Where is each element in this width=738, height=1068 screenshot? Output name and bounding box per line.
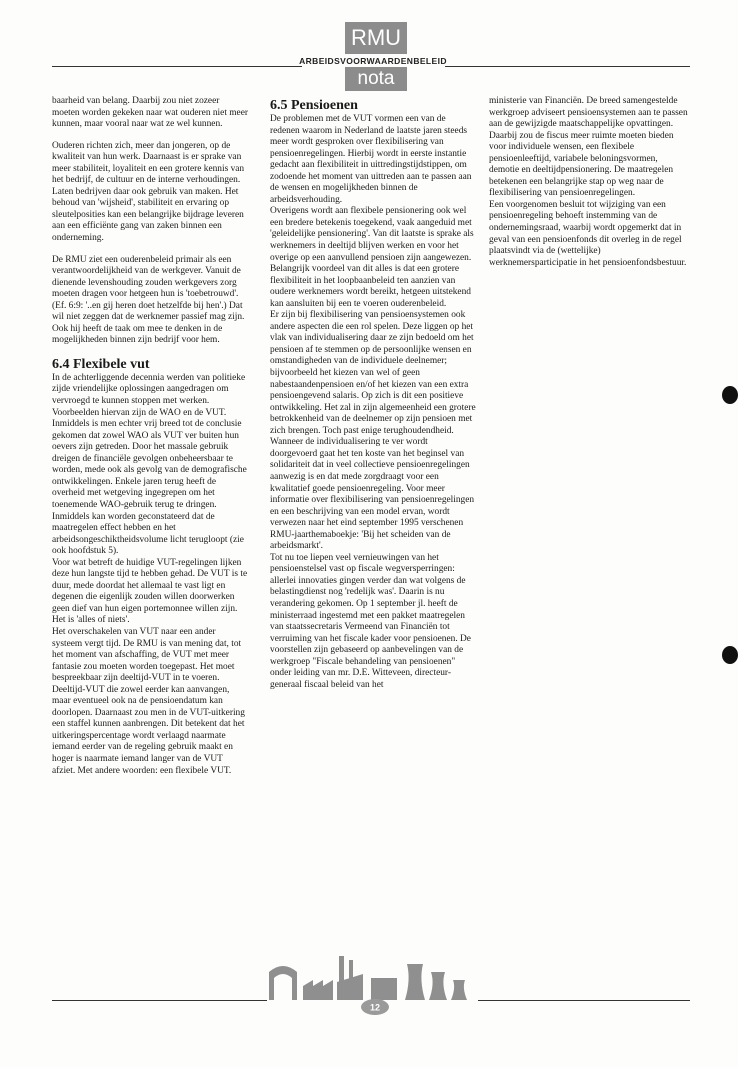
- industrial-skyline-illustration: [263, 950, 483, 1016]
- column-left: [52, 96, 248, 777]
- column-right: [489, 96, 689, 269]
- punch-hole-top: [722, 386, 738, 404]
- paragraph: Het overschakelen van VUT naar een ander systeem vergt tijd. De RMU is van mening dat, tot het moment van afschaffing, de VUT met meer fantasie zou moeten worden toegepast. Het moet bespreekbaar zijn deeltijd-VUT in te voeren. Deeltijd-VUT die zowel eerder kan aanvangen, maar eventueel ook na de pensioendatum kan doorlopen. Daarnaast zou men in de VUT-uitkering een staffel kunnen aanbrengen. Dit betekent dat het uitkeringspercentage wordt verlaagd naarmate iemand eerder van de regeling gebruik maakt en hoger is naarmate iemand langer van de VUT afziet. Met andere woorden: een flexibele VUT.: [52, 626, 245, 776]
- paragraph: Belangrijk voordeel van dit alles is dat een grotere flexibiliteit in het loopbaanbeleid ten aanzien van oudere werknemers wordt bereikt, hetgeen uitstekend kan aansluiten bij een te voeren ouderenbeleid.: [270, 264, 471, 309]
- paragraph: Daarbij zou de fiscus meer ruimte moeten bieden voor individuele wensen, een flexibele pensioenleeftijd, variabele beloningsvormen, demotie en deeltijdpensionering. De maatregelen betekenen een belangrijke stap op weg naar de flexibilisering van pensioenregelingen.: [489, 130, 674, 199]
- paragraph: Overigens wordt aan flexibele pensionering ook wel een bredere betekenis toegekend, vaak aangeduid met 'geleidelijke pensionering'. Van dit laatste is sprake als werknemers in deeltijd blijven werken en voor het overige op een aanvullend pensioen zijn aangewezen.: [270, 206, 474, 263]
- header-title: ARBEIDSVOORWAARDENBELEID: [299, 56, 447, 66]
- cooling-tower-icon: [429, 972, 447, 1000]
- nota-logo-bottom: nota: [345, 67, 407, 91]
- rmu-logo-top: RMU: [345, 22, 407, 54]
- cooling-tower-icon: [405, 964, 425, 1000]
- paragraph: In de achterliggende decennia werden van politieke zijde vriendelijke oplossingen aangedragen om vervroegd te kunnen stoppen met werken. Voorbeelden hiervan zijn de WAO en de VUT. Inmiddels is men echter vrij breed tot de conclusie gekomen dat zowel WAO als VUT ver buiten hun oevers zijn getreden. Door het massale gebruik dreigen de financiële gevolgen onbeheersbaar te worden, mede ook als gevolg van de demografische ontwikkelingen. Enkele jaren terug heeft de overheid met wetgeving ingegrepen om het toenemende WAO-gebruik terug te dringen. Inmiddels kan worden geconstateerd dat de maatregelen effect hebben en het arbeidsongeschiktheidsvolume licht terugloopt (zie ook hoofdstuk 5).: [52, 372, 247, 557]
- paragraph: Tot nu toe liepen veel vernieuwingen van het pensioenstelsel vast op fiscale wegversperringen: allerlei innovaties gingen verder dan wat volgens de belastingdienst nog 'redelijk was'. Daarin is nu verandering gekomen. Op 1 september jl. heeft de ministerraad ingestemd met een pakket maatregelen van staatssecretaris Vermeend van Financiën tot verruiming van het fiscale kader voor pensioenen. De voorstellen zijn gebaseerd op aanbevelingen van de werkgroep "Fiscale behandeling van pensioenen" onder leiding van mr. D.E. Witteveen, directeur-generaal fiscaal beleid van het: [270, 552, 471, 690]
- factory-icon: [303, 980, 333, 1000]
- building-icon: [371, 978, 397, 1000]
- paragraph: ministerie van Financiën. De breed samengestelde werkgroep adviseert pensioensystemen aan te passen aan de gewijzigde maatschappelijke opvattingen.: [489, 96, 688, 130]
- paragraph: Ouderen richten zich, meer dan jongeren, op de kwaliteit van hun werk. Daarnaast is er sprake van meer stabiliteit, loyaliteit en een grotere kennis van het bedrijf, de cultuur en de interne verhoudingen. Laten bedrijven daar ook gebruik van maken. Het behoud van 'wijsheid', stabiliteit en ervaring op sleutelposities kan een belangrijke bijdrage leveren aan een efficiënte gang van zaken binnen een onderneming.: [52, 140, 245, 244]
- page-number: 12: [369, 1002, 381, 1013]
- paragraph: Er zijn bij flexibilisering van pensioensystemen ook andere aspecten die een rol spelen. Deze liggen op het vlak van individualisering daar ze zijn bedoeld om het pensioen af te stemmen op de persoonlijke wensen en omstandigheden van de individuele deelnemer; bijvoorbeeld het kiezen van wel of geen nabestaandenpensioen en/of het kiezen van een extra pensioengevend salaris. Op zich is dit een positieve ontwikkeling. Het zal in zijn algemeenheid een grotere betrokkenheid van de deelnemer op zijn pensioen met zich brengen. Toch past enige terughoudendheid. Wanneer de individualisering te ver wordt doorgevoerd gaat het ten koste van het beginsel van solidariteit dat in veel collectieve pensioenregelingen aanwezig is en dat mede zorgdraagt voor een kwalitatief goede pensioenregeling. Voor meer informatie over flexibilisering van pensioenregelingen en een beschrijving van een model ervan, wordt verwezen naar het eind september 1995 verschenen RMU-jaarthemaboekje: 'Bij het scheiden van de arbeidsmarkt'.: [270, 310, 476, 552]
- section-heading-6-5: 6.5 Pensioenen: [270, 98, 358, 113]
- paragraph: baarheid van belang. Daarbij zou niet zozeer moeten worden gekeken naar wat ouderen niet meer kunnen, maar vooral naar wat ze wel kunnen.: [52, 96, 249, 130]
- paragraph: Een voorgenomen besluit tot wijziging van een pensioenregeling behoeft instemming van de ondernemingsraad, waarbij wordt opgemerkt dat in geval van een pensioenfonds dit overleg in de regel plaatsvindt via de (wettelijke) werknemersparticipatie in het pensioenfondsbestuur.: [489, 199, 687, 268]
- footer-rule-right: [478, 1000, 690, 1001]
- paragraph: De problemen met de VUT vormen een van de redenen waarom in Nederland de laatste jaren steeds meer wordt gesproken over flexibilisering van pensioenregelingen. Hierbij wordt in eerste instantie gedacht aan flexibiliteit in uittredingstijdstippen, om zodoende het moment van uittreden aan te passen aan de wensen en mogelijkheden binnen de arbeidsverhouding.: [270, 114, 472, 205]
- paragraph: Voor wat betreft de huidige VUT-regelingen lijken deze hun langste tijd te hebben gehad. De VUT is te duur, mede doordat het allemaal te vast ligt en degenen die eigenlijk zouden willen doorwerken geen dief van hun eigen portemonnee willen zijn. Het is 'alles of niets'.: [52, 557, 248, 626]
- column-middle: [270, 98, 476, 691]
- cooling-tower-icon: [451, 980, 467, 1000]
- punch-hole-bottom: [722, 646, 738, 664]
- arch-building-icon: [269, 966, 297, 1000]
- section-heading-6-4: 6.4 Flexibele vut: [52, 356, 150, 372]
- footer-rule-left: [52, 1000, 267, 1001]
- paragraph: De RMU ziet een ouderenbeleid primair als een verantwoordelijkheid van de werkgever. Vanuit de dienende levenshouding zouden werkgevers zorg moeten dragen voor hetgeen hun is 'toebetrouwd'. (Ef. 6:9: '..en gij heren doet hetzelfde bij hen'.) Dat wil niet zeggen dat de werknemer passief mag zijn. Ook hij heeft de taak om mee te denken in de mogelijkheden binnen zijn bedrijf voor hem.: [52, 254, 245, 346]
